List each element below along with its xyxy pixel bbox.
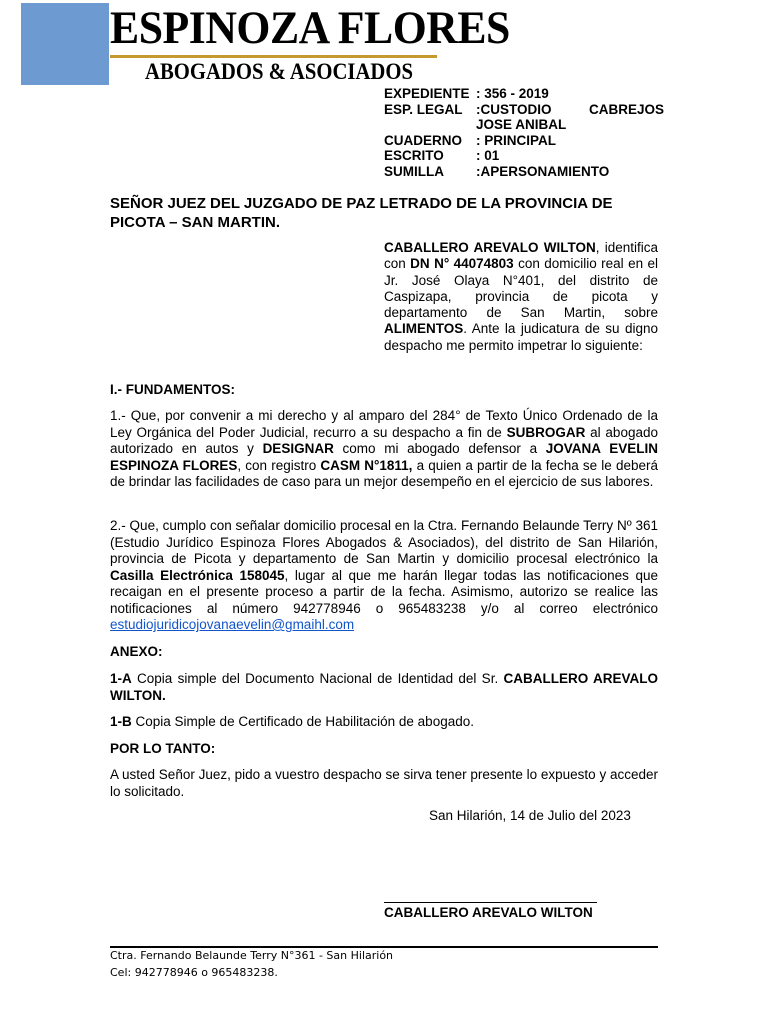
esp-legal-row-cont: JOSE ANIBAL [476,117,567,132]
footer-phone: Cel: 942778946 o 965483238. [110,966,278,979]
cuaderno-row: CUADERNO : PRINCIPAL [384,132,556,148]
fundamento-1: 1.- Que, por convenir a mi derecho y al amparo del 284° de Texto Único Ordenado de la Ley Orgánica del Poder Judicial, recurro a su despacho a fin de SUBROGAR al abogado autorizado en autos y DESIGNAR como mi abogado defensor a JOVANA EVELIN ESPINOZA FLORES, con registro CASM N°1811, a quien a partir de la fecha se le deberá de brindar las facilidades de caso para un mejor desempeño en el ejercicio de sus labores. [110,408,658,489]
addressee-heading: SEÑOR JUEZ DEL JUZGADO DE PAZ LETRADO DE LA PROVINCIA DE PICOTA – SAN MARTIN. [110,195,613,231]
closing-heading: POR LO TANTO: [110,741,216,756]
esp-legal-row: ESP. LEGAL :CUSTODIO CABREJOS [384,101,664,117]
footer-rule [110,946,658,948]
anexo-heading: ANEXO: [110,644,163,659]
place-date: San Hilarión, 14 de Julio del 2023 [429,808,631,823]
sumilla-row: SUMILLA :APERSONAMIENTO [384,163,610,179]
firm-subtitle: ABOGADOS & ASOCIADOS [145,59,414,84]
email-link[interactable]: estudiojuridicojovanaevelin@gmaihl.com [110,617,355,632]
footer-address: Ctra. Fernando Belaunde Terry N°361 - San Hilarión [110,949,394,962]
case-info-block [384,86,664,179]
closing-text: A usted Señor Juez, pido a vuestro despacho se sirva tener presente lo expuesto y acceder lo solicitado. [110,767,658,799]
firm-logo-square [21,3,109,85]
escrito-row: ESCRITO : 01 [384,148,500,163]
signature-line [384,902,597,903]
anexo-item-1b: 1-B Copia Simple de Certificado de Habilitación de abogado. [110,714,474,729]
intro-paragraph: CABALLERO AREVALO WILTON, identifica con DN N° 44074803 con domicilio real en el Jr. José Olaya N°401, del distrito de Caspizapa, provincia de picota y departamento de San Martin, sobre ALIMENTOS. Ante la judicatura de su digno despacho me permito impetrar lo siguiente: [384,240,658,353]
fundamentos-heading: I.- FUNDAMENTOS: [110,382,235,397]
signature-name: CABALLERO AREVALO WILTON [384,905,593,920]
anexo-item-1a: 1-A Copia simple del Documento Nacional de Identidad del Sr. CABALLERO AREVALO WILTON. [110,671,658,703]
expediente-row: EXPEDIENTE : 356 - 2019 [384,86,549,101]
firm-name: ESPINOZA FLORES [110,2,510,54]
fundamento-2: 2.- Que, cumplo con señalar domicilio procesal en la Ctra. Fernando Belaunde Terry Nº 361 (Estudio Jurídico Espinoza Flores Abogados & Asociados), del distrito de San Hilarión, provincia de Picota y departamento de San Martin y domicilio procesal electrónico la Casilla Electrónica 158045, lugar al que me harán llegar todas las notificaciones que recaigan en el presente proceso a partir de la fecha. Asimismo, autorizo se realice las notificaciones al número 942778946 o 965483238 y/o al correo electrónico estudiojuridicojovanaevelin@gmaihl.com [110,518,658,632]
